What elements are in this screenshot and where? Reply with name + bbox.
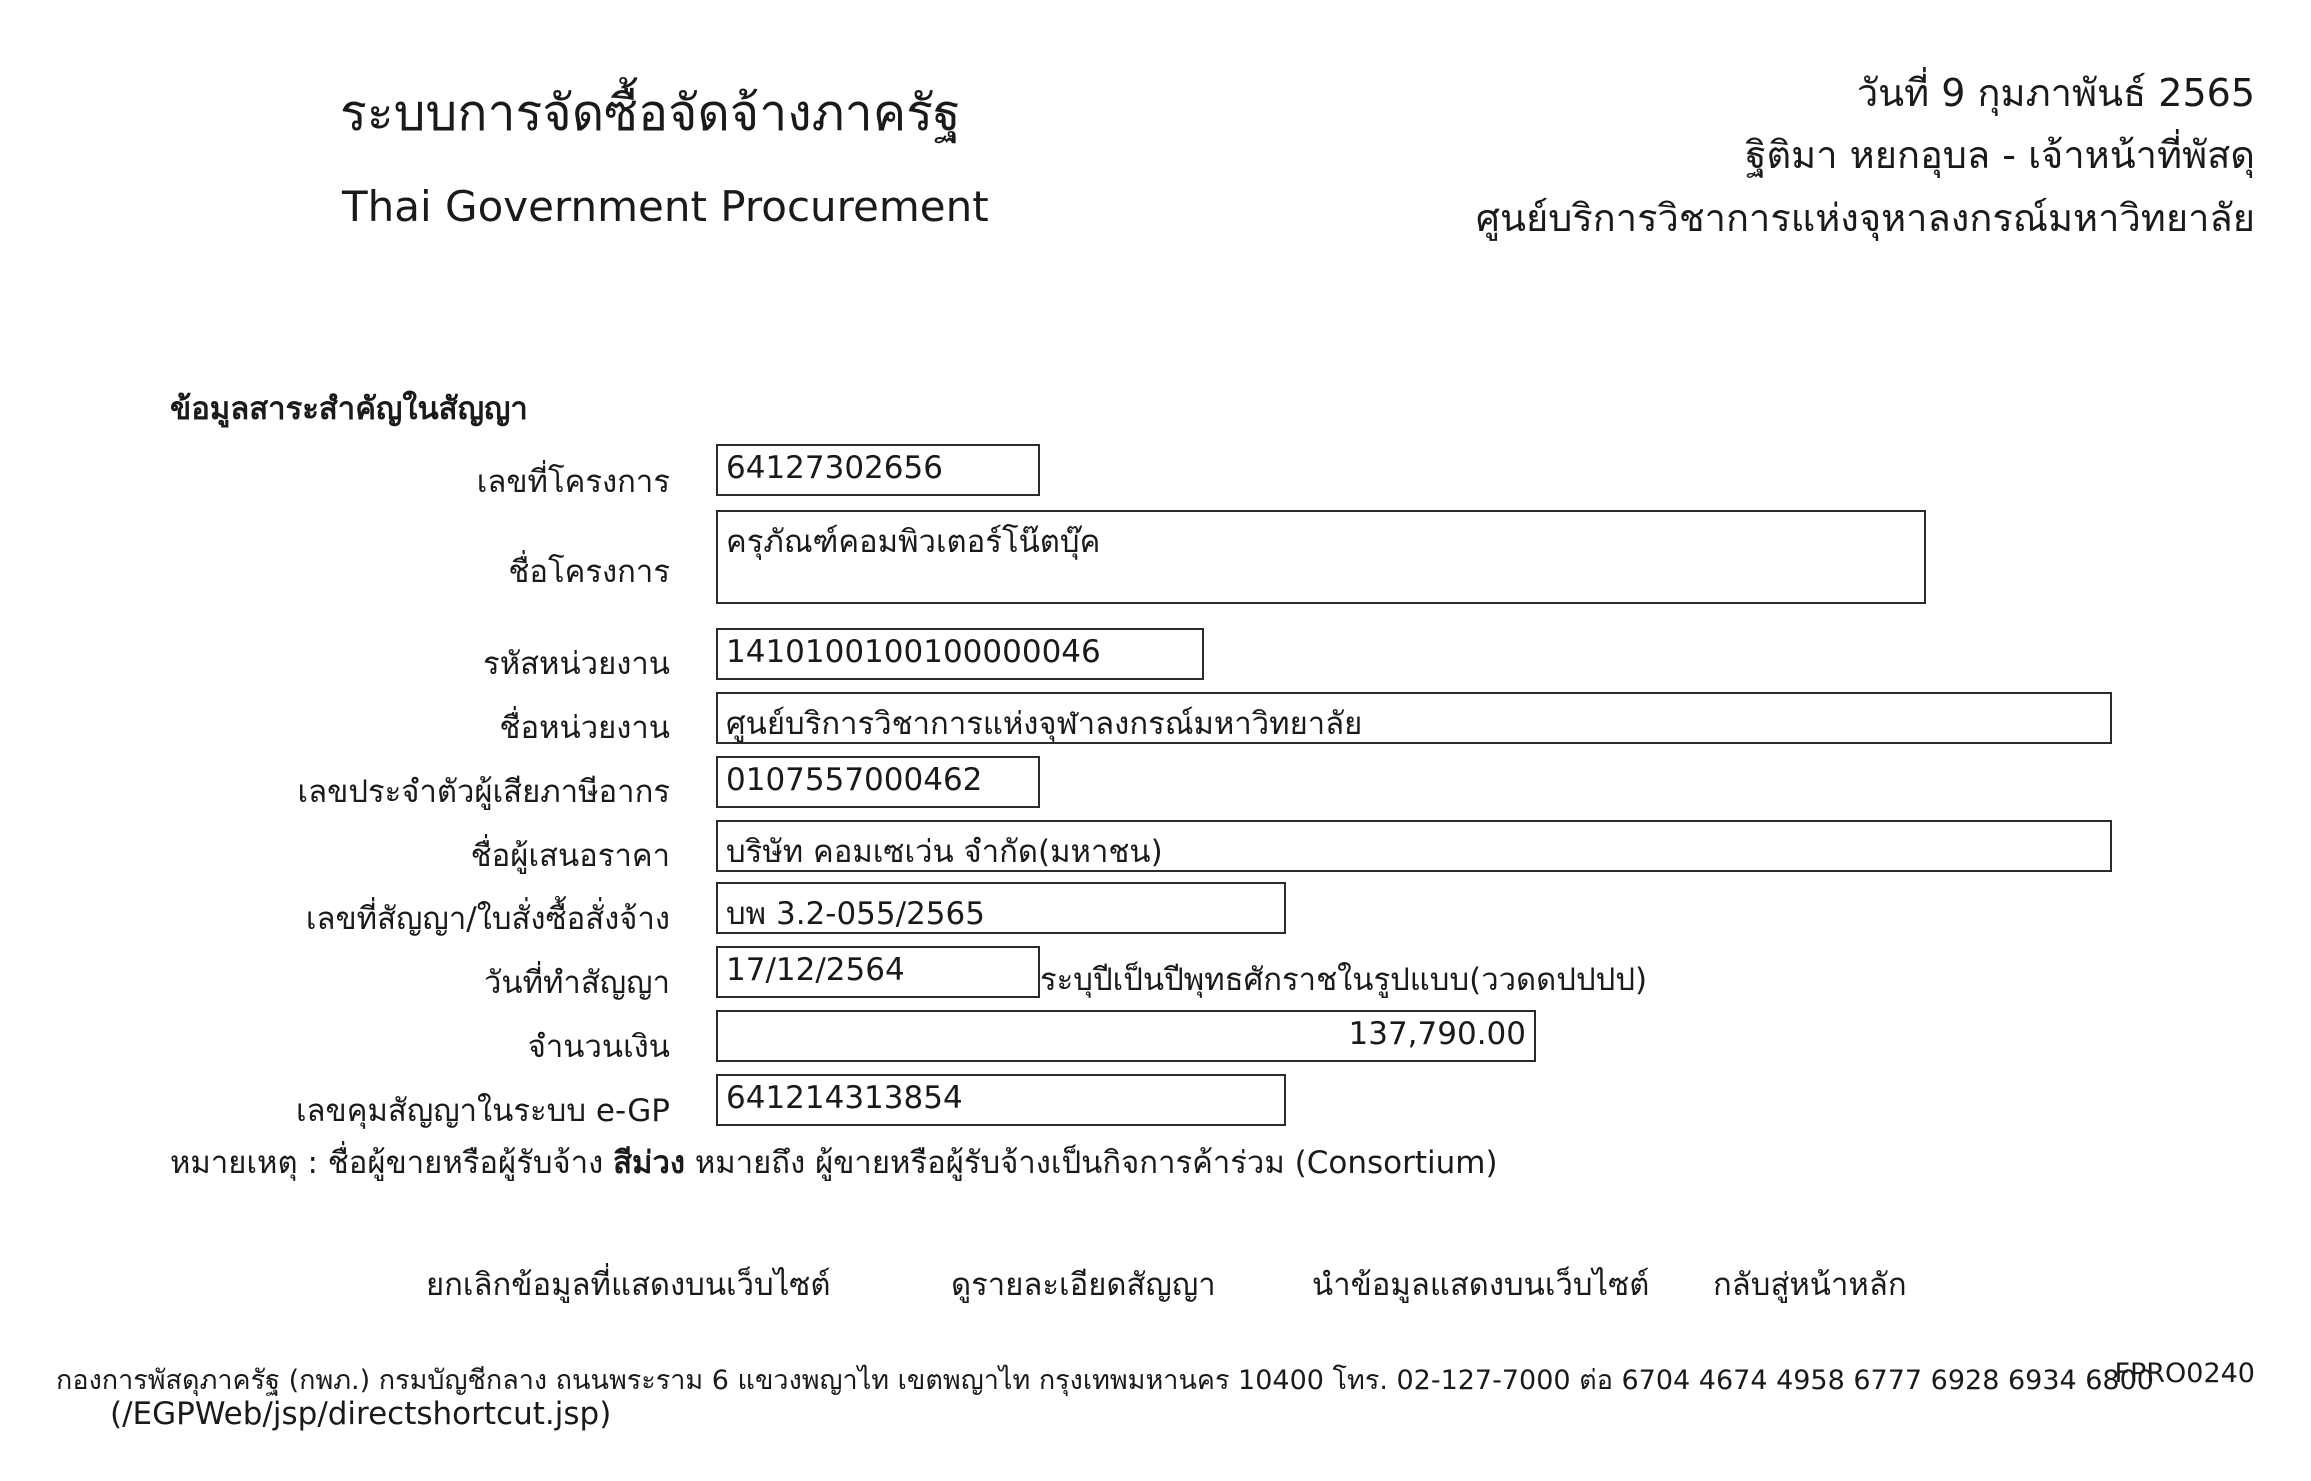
project-no-label: เลขที่โครงการ: [476, 464, 670, 500]
agency-name-label: ชื่อหน่วยงาน: [499, 710, 670, 746]
footer-address: กองการพัสดุภาครัฐ (กพภ.) กรมบัญชีกลาง ถนนพระราม 6 แขวงพญาไท เขตพญาไท กรุงเทพมหานคร 10400 โทร. 02-127-7000 ต่อ 6704 4674 4958 6777 6928 6934 6800: [56, 1365, 2154, 1396]
agency-name-field[interactable]: ศูนย์บริการวิชาการแห่งจุฬาลงกรณ์มหาวิทยาลัย: [716, 692, 2112, 744]
tax-id-label: เลขประจำตัวผู้เสียภาษีอากร: [297, 774, 670, 810]
system-subtitle: Thai Government Procurement: [342, 182, 989, 231]
page-path: (/EGPWeb/jsp/directshortcut.jsp): [110, 1396, 612, 1432]
agency-code-field[interactable]: 1410100100100000046: [716, 628, 1204, 680]
amount-label: จำนวนเงิน: [527, 1029, 670, 1065]
cancel-display-link[interactable]: ยกเลิกข้อมูลที่แสดงบนเว็บไซต์: [426, 1267, 831, 1303]
amount-field[interactable]: 137,790.00: [716, 1010, 1536, 1062]
egp-control-no-label: เลขคุมสัญญาในระบบ e-GP: [295, 1093, 670, 1129]
tax-id-field[interactable]: 0107557000462: [716, 756, 1040, 808]
contract-no-label: เลขที่สัญญา/ใบสั่งซื้อสั่งจ้าง: [305, 901, 670, 937]
section-title: ข้อมูลสาระสำคัญในสัญญา: [170, 391, 528, 427]
back-home-link[interactable]: กลับสู่หน้าหลัก: [1713, 1267, 1907, 1303]
publish-link[interactable]: นำข้อมูลแสดงบนเว็บไซต์: [1312, 1267, 1650, 1303]
contract-date-field[interactable]: 17/12/2564: [716, 946, 1040, 998]
note-prefix: หมายเหตุ : ชื่อผู้ขายหรือผู้รับจ้าง: [170, 1145, 614, 1181]
note-emphasis: สีม่วง: [613, 1145, 686, 1181]
agency-code-label: รหัสหน่วยงาน: [483, 646, 670, 682]
view-contract-link[interactable]: ดูรายละเอียดสัญญา: [951, 1267, 1216, 1303]
note-suffix: หมายถึง ผู้ขายหรือผู้รับจ้างเป็นกิจการค้าร่วม (Consortium): [685, 1145, 1498, 1181]
system-title: ระบบการจัดซื้อจัดจ้างภาครัฐ: [340, 84, 961, 142]
consortium-note: [170, 1137, 1498, 1187]
contract-date-label: วันที่ทำสัญญา: [483, 965, 670, 1001]
bidder-name-field[interactable]: บริษัท คอมเซเว่น จำกัด(มหาชน): [716, 820, 2112, 872]
project-name-field[interactable]: ครุภัณฑ์คอมพิวเตอร์โน๊ตบุ๊ค: [716, 510, 1926, 604]
egp-control-no-field[interactable]: 641214313854: [716, 1074, 1286, 1126]
contract-date-hint: ระบุปีเป็นปีพุทธศักราชในรูปแบบ(ววดดปปปป): [1040, 962, 1648, 998]
user-info: ฐิติมา หยกอุบล - เจ้าหน้าที่พัสดุ: [1745, 133, 2255, 177]
form-code: FPRO0240: [2114, 1358, 2255, 1389]
organization-name: ศูนย์บริการวิชาการแห่งจุหาลงกรณ์มหาวิทยาลัย: [1475, 196, 2255, 240]
project-no-field[interactable]: 64127302656: [716, 444, 1040, 496]
project-name-label: ชื่อโครงการ: [508, 554, 670, 590]
contract-no-field[interactable]: บพ 3.2-055/2565: [716, 882, 1286, 934]
bidder-name-label: ชื่อผู้เสนอราคา: [470, 838, 670, 874]
current-date: วันที่ 9 กุมภาพันธ์ 2565: [1856, 71, 2255, 115]
